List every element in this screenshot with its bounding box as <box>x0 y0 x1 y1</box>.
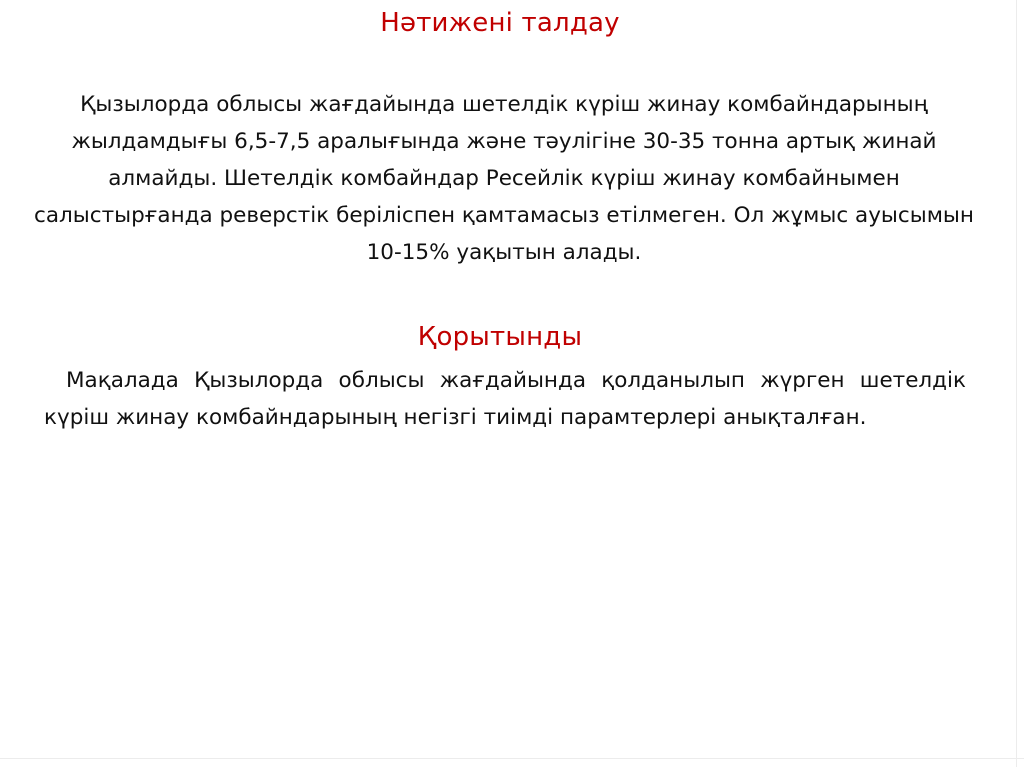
conclusion-paragraph: Мақалада Қызылорда облысы жағдайында қолданылып жүрген шетелдік күріш жинау комбайндарының негізгі тиімді парамтерлері анықталған. <box>44 368 966 430</box>
slide-frame-right <box>1016 0 1017 767</box>
analysis-paragraph: Қызылорда облысы жағдайында шетелдік күріш жинау комбайндарының жылдамдығы 6,5-7,5 аралығында және тәулігіне 30-35 тонна артық жинай алмайды. Шетелдік комбайндар Ресейлік күріш жинау комбайнымен салыстырғанда реверстік беріліспен қамтамасыз етілмеген. Ол жұмыс ауысымын 10-15% уақытын алады. <box>34 92 974 265</box>
conclusion-title: Қорытынды <box>417 322 583 352</box>
slide-title: Нәтижені талдау <box>380 8 620 38</box>
slide-frame-bottom <box>0 758 1024 759</box>
